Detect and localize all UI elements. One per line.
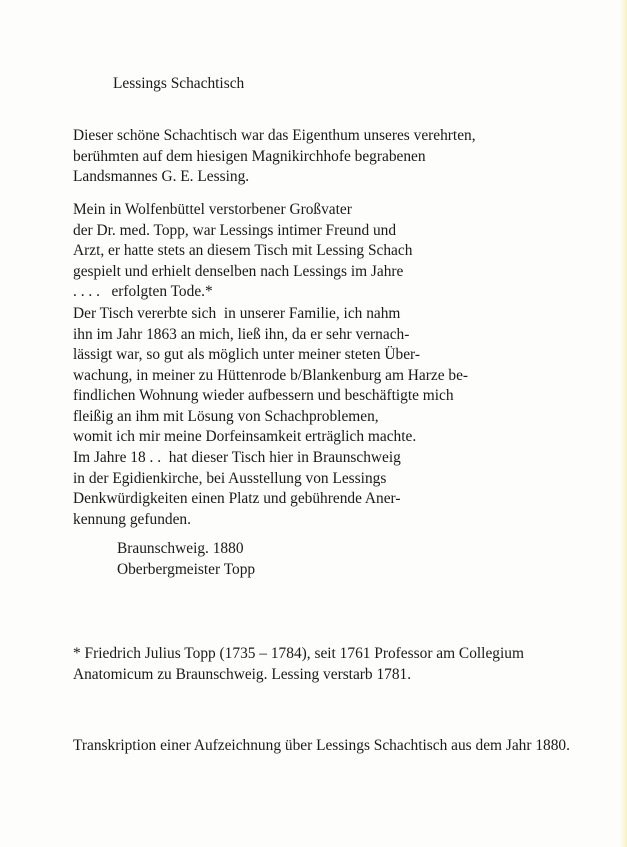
text-line: Denkwürdigkeiten einen Platz und gebührende Aner- bbox=[73, 490, 401, 507]
paragraph-inheritance bbox=[73, 304, 468, 448]
footnote-line: * Friedrich Julius Topp (1735 – 1784), seit 1761 Professor am Collegium bbox=[73, 645, 524, 662]
text-line: womit ich mir meine Dorfeinsamkeit erträglich machte. bbox=[73, 428, 417, 445]
page-edge-shading bbox=[620, 0, 627, 847]
text-line: fleißig an ihm mit Lösung von Schachproblemen, bbox=[73, 407, 379, 425]
paragraph-exhibition bbox=[73, 448, 401, 530]
text-line: wachung, in meiner zu Hüttenrode b/Blankenburg am Harze be- bbox=[73, 366, 469, 384]
text-line: kennung gefunden. bbox=[73, 510, 191, 528]
text-line: Dieser schöne Schachtisch war das Eigenthum unseres verehrten, bbox=[73, 127, 476, 144]
text-line: . . . . erfolgten Tode.* bbox=[73, 283, 213, 300]
footnote-line: Anatomicum zu Braunschweig. Lessing verstarb 1781. bbox=[73, 665, 412, 683]
signature-place-date: Braunschweig. 1880 bbox=[117, 540, 244, 557]
document-title: Lessings Schachtisch bbox=[113, 75, 245, 92]
text-line: findlichen Wohnung wieder aufbessern und beschäftigte mich bbox=[73, 387, 454, 404]
text-line: gespielt und erhielt denselben nach Lessings im Jahre bbox=[73, 262, 404, 280]
text-line: Landsmannes G. E. Lessing. bbox=[73, 168, 250, 185]
paragraph-intro bbox=[73, 126, 476, 188]
text-line: berühmten auf dem hiesigen Magnikirchhofe begrabenen bbox=[73, 147, 426, 165]
paragraph-grandfather bbox=[73, 200, 412, 303]
text-line: der Dr. med. Topp, war Lessings intimer Freund und bbox=[73, 221, 397, 239]
signature-block bbox=[117, 539, 255, 580]
text-line: Arzt, er hatte stets an diesem Tisch mit Lessing Schach bbox=[73, 242, 413, 259]
text-line: Mein in Wolfenbüttel verstorbener Großvater bbox=[73, 201, 352, 218]
text-line: in der Egidienkirche, bei Ausstellung von Lessings bbox=[73, 469, 387, 487]
signature-name: Oberbergmeister Topp bbox=[117, 560, 256, 578]
text-line: ihn im Jahr 1863 an mich, ließ ihn, da er sehr vernach- bbox=[73, 325, 410, 343]
text-line: Im Jahre 18 . . hat dieser Tisch hier in Braunschweig bbox=[73, 449, 401, 466]
text-line: Der Tisch vererbte sich in unserer Familie, ich nahm bbox=[73, 305, 401, 322]
transcription-caption: Transkription einer Aufzeichnung über Lessings Schachtisch aus dem Jahr 1880. bbox=[73, 737, 570, 754]
text-line: lässigt war, so gut als möglich unter meiner steten Über- bbox=[73, 346, 420, 363]
footnote bbox=[73, 644, 524, 685]
